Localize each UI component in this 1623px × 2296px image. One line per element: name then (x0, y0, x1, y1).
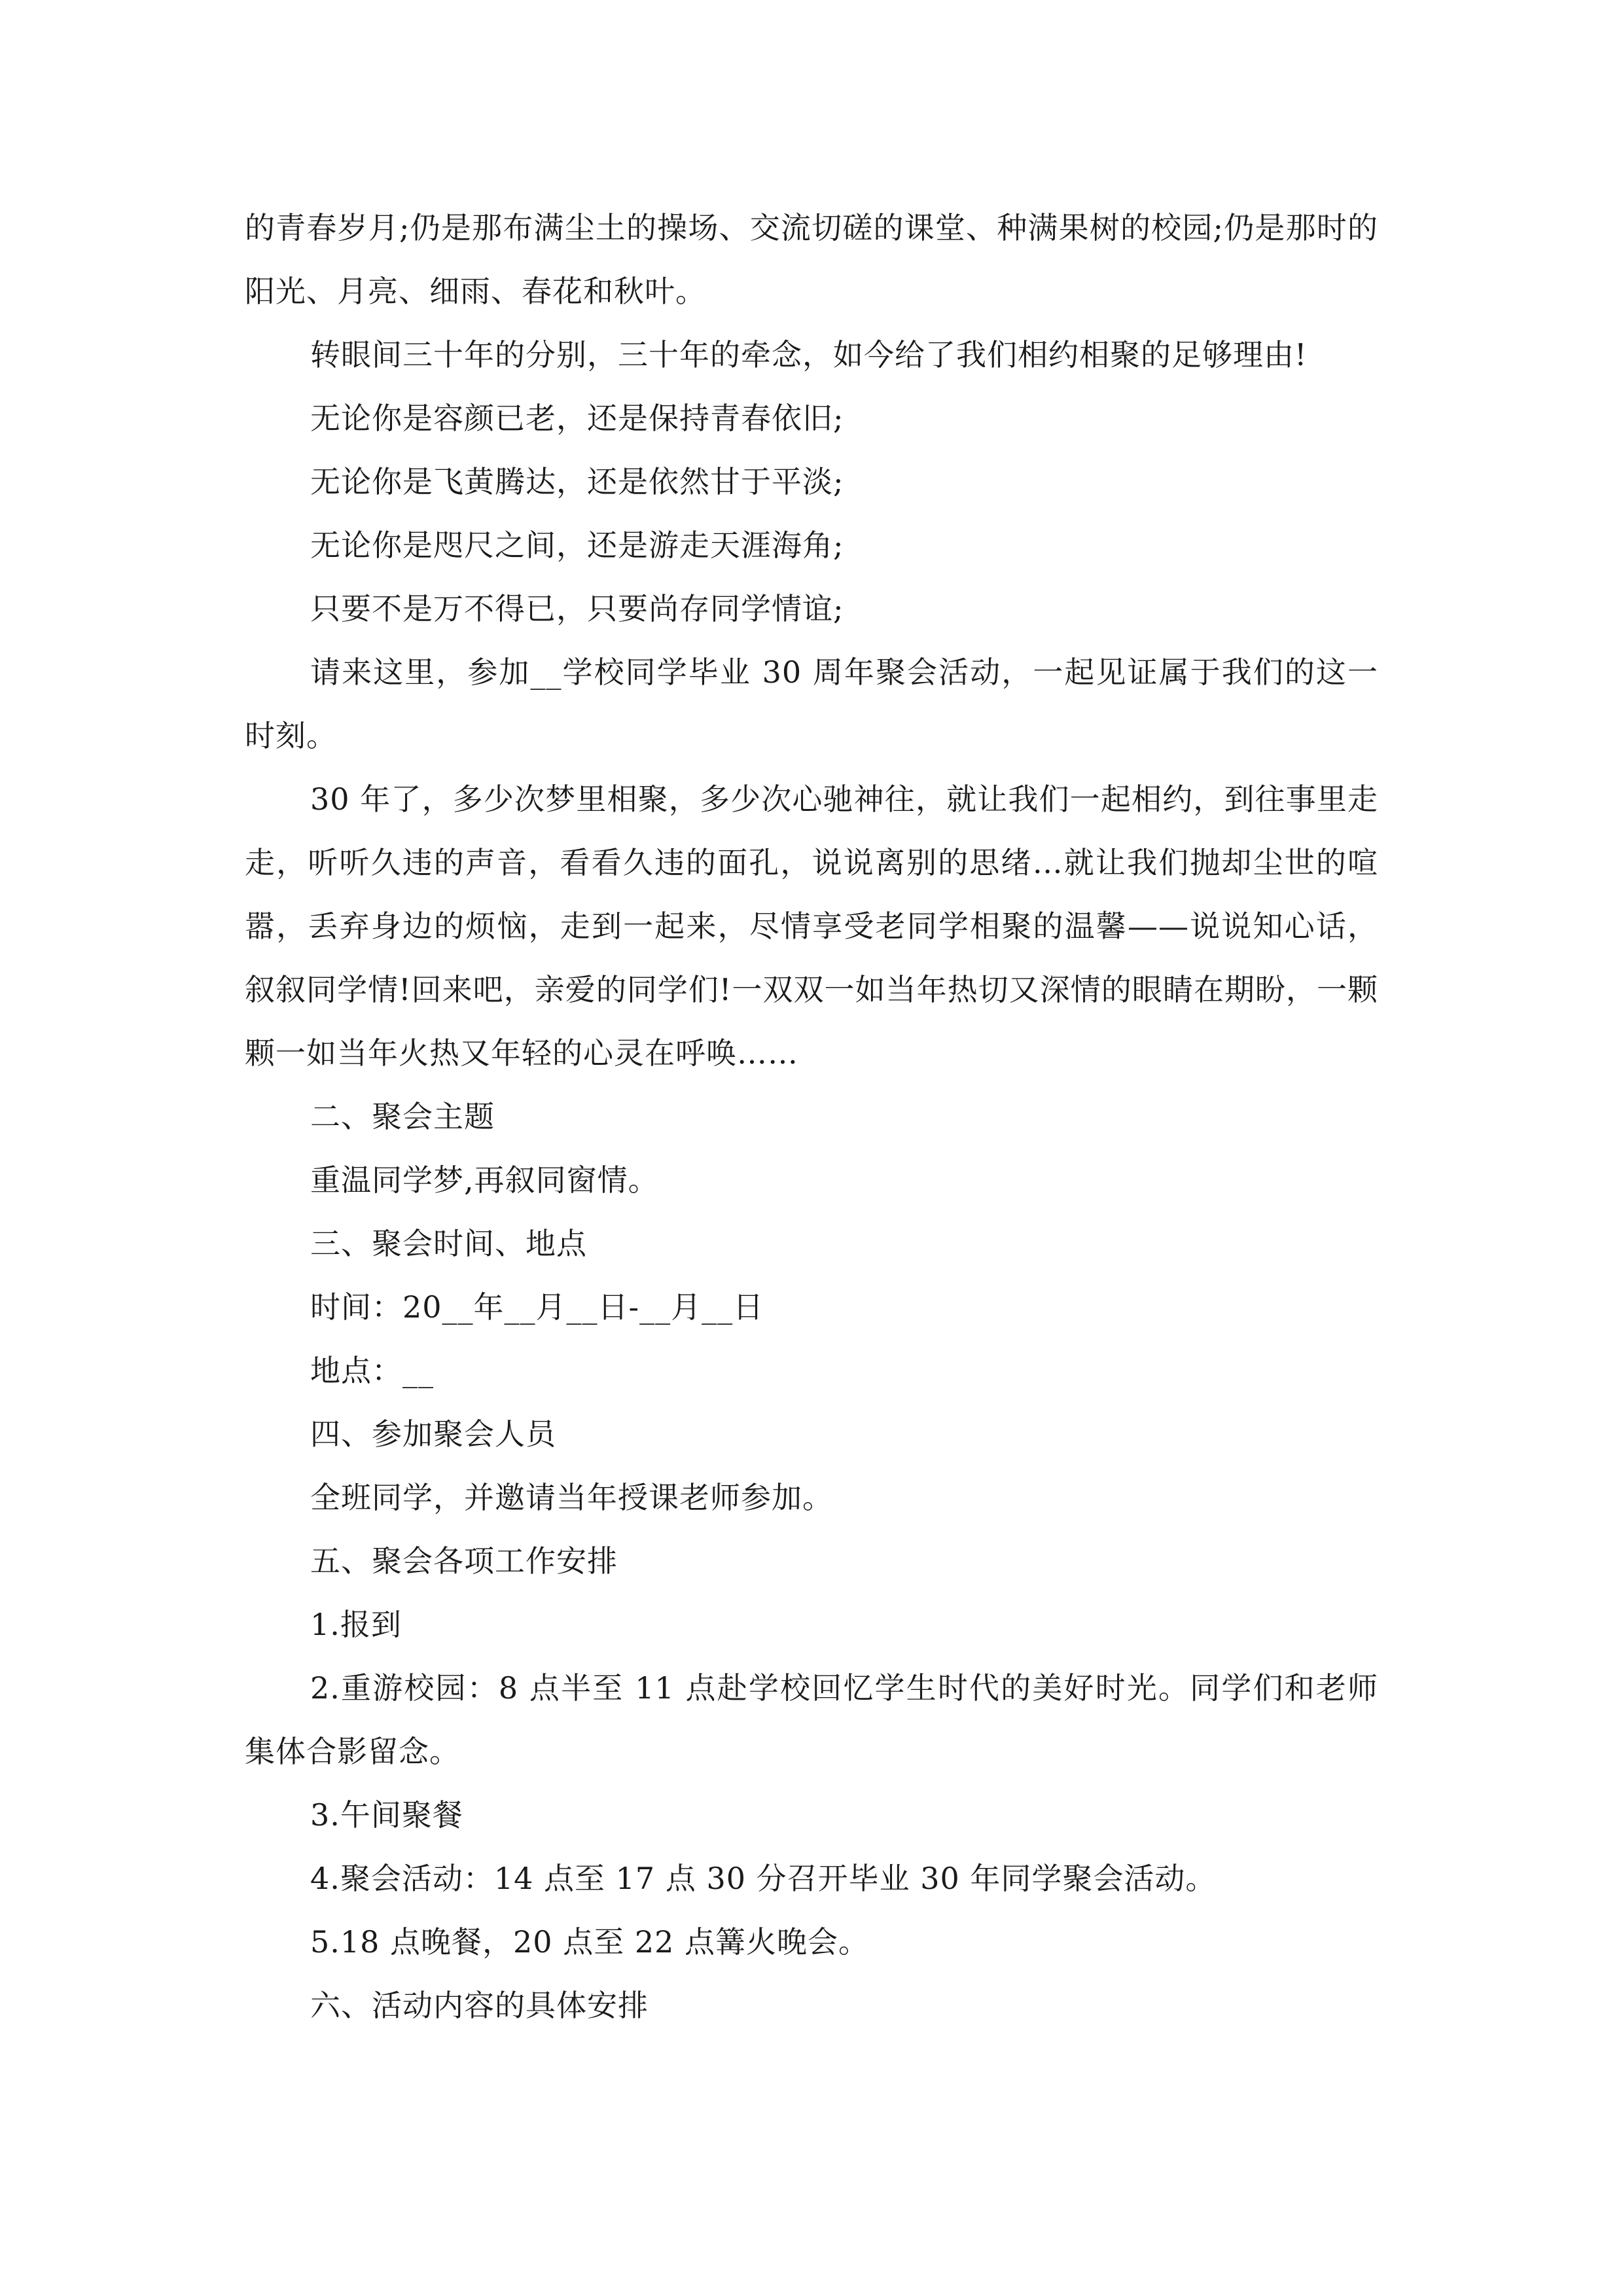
paragraph-memories: 30 年了，多少次梦里相聚，多少次心驰神往，就让我们一起相约，到往事里走走，听听久违的声音，看看久违的面孔，说说离别的思绪…就让我们抛却尘世的喧嚣，丢弃身边的烦恼，走到一起来，尽情享受老同学相聚的温馨——说说知心话，叙叙同学情!回来吧，亲爱的同学们!一双双一如当年热切又深情的眼睛在期盼，一颗颗一如当年火热又年轻的心灵在呼唤…… (245, 781, 1378, 1071)
paragraph-thirty-years: 转眼间三十年的分别，三十年的牵念，如今给了我们相约相聚的足够理由! (310, 337, 1308, 372)
list-item-dinner-bonfire: 5.18 点晚餐，20 点至 22 点篝火晚会。 (310, 1924, 869, 1960)
document-body (245, 196, 1378, 2037)
paragraph-attendees: 全班同学，并邀请当年授课老师参加。 (310, 1480, 833, 1515)
list-item-reunion-activity: 4.聚会活动：14 点至 17 点 30 分召开毕业 30 年同学聚会活动。 (310, 1861, 1217, 1896)
heading-theme: 二、聚会主题 (310, 1099, 495, 1134)
paragraph-invitation: 请来这里，参加__学校同学毕业 30 周年聚会活动，一起见证属于我们的这一时刻。 (245, 655, 1378, 753)
list-item-registration: 1.报到 (310, 1607, 402, 1642)
paragraph-friendship: 只要不是万不得已，只要尚存同学情谊; (310, 591, 844, 626)
paragraph-place: 地点：__ (310, 1353, 434, 1388)
heading-activity-details: 六、活动内容的具体安排 (310, 1988, 649, 2023)
heading-time-place: 三、聚会时间、地点 (310, 1226, 587, 1261)
heading-attendees: 四、参加聚会人员 (310, 1416, 556, 1452)
paragraph-success: 无论你是飞黄腾达，还是依然甘于平淡; (310, 464, 844, 499)
paragraph-distance: 无论你是咫尺之间，还是游走天涯海角; (310, 528, 844, 563)
heading-arrangements: 五、聚会各项工作安排 (310, 1543, 618, 1579)
list-item-lunch: 3.午间聚餐 (310, 1797, 463, 1833)
paragraph-theme: 重温同学梦,再叙同窗情。 (310, 1162, 659, 1198)
paragraph-continuation: 的青春岁月;仍是那布满尘土的操场、交流切磋的课堂、种满果树的校园;仍是那时的阳光、月亮、细雨、春花和秋叶。 (245, 210, 1378, 309)
list-item-campus-tour: 2.重游校园：8 点半至 11 点赴学校回忆学生时代的美好时光。同学们和老师集体合影留念。 (245, 1670, 1378, 1769)
paragraph-time: 时间：20__年__月__日-__月__日 (310, 1289, 764, 1325)
paragraph-appearance: 无论你是容颜已老，还是保持青春依旧; (310, 401, 844, 436)
